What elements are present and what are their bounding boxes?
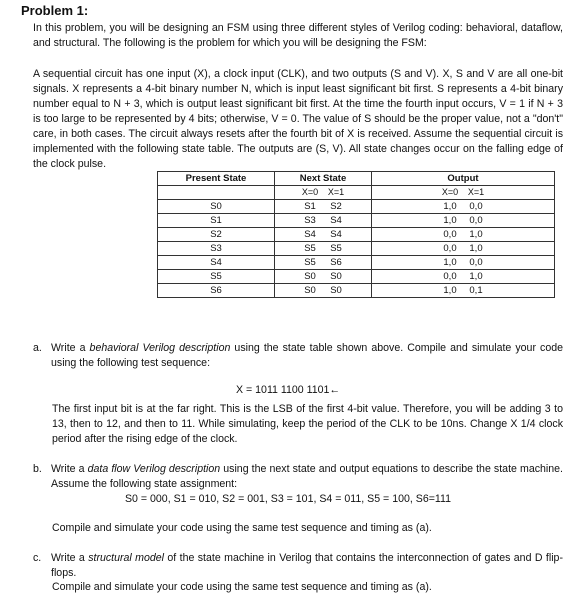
part-a-note: The first input bit is at the far right. This is the LSB of the first 4-bit value. Therefore, you will be adding 3 to 13, then to 12, and then to 11. While simulating, keep the period of the CLK to be 10ns. Change X 1/4 clock period after the rising edge of the clock. xyxy=(52,403,563,445)
part-c-note: Compile and simulate your code using the same test sequence and timing as (a). xyxy=(52,581,432,593)
part-b-marker: b. xyxy=(33,463,42,475)
table-row: S4 S5 S6 1,0 0,0 xyxy=(158,256,555,270)
test-sequence: X = 1011 1100 1101← xyxy=(236,384,340,396)
part-c-marker: c. xyxy=(33,552,42,564)
table-row: S0 S1 S2 1,0 0,0 xyxy=(158,200,555,214)
subheader-blank xyxy=(158,186,275,200)
table-row: S1 S3 S4 1,0 0,0 xyxy=(158,214,555,228)
part-b-note: Compile and simulate your code using the same test sequence and timing as (a). xyxy=(52,522,432,534)
description-paragraph: A sequential circuit has one input (X), a clock input (CLK), and two outputs (S and V). X, S and V are all one-bit signals. X represents a 4-bit binary number N, which is input least significant bit first. S represents a 4-bit binary number equal to N + 3, which is output least significant bit first. At the time the fourth input occurs, V = 1 if N + 3 is too large to be represented by 4 bits; otherwise, V = 0. The value of S should be the proper value, not a "don't" care, in both cases. The circuit always resets after the fourth bit of X is received. Assume the sequential circuit is implemented with the following state table. The outputs are (S, V). All state changes occur on the falling edge of the clock pulse. xyxy=(33,68,563,170)
part-c-text: Write a structural model of the state machine in Verilog that contains the interconnection of gates and D flip-flops. xyxy=(51,552,563,579)
header-next-state: Next State xyxy=(275,172,372,186)
part-a-marker: a. xyxy=(33,342,42,354)
subheader-next: X=0 X=1 xyxy=(275,186,372,200)
header-present-state: Present State xyxy=(158,172,275,186)
header-output: Output xyxy=(372,172,555,186)
table-row: S3 S5 S5 0,0 1,0 xyxy=(158,242,555,256)
table-row: S2 S4 S4 0,0 1,0 xyxy=(158,228,555,242)
part-a-text: Write a behavioral Verilog description using the state table shown above. Compile and simulate your code using the following test sequence: xyxy=(51,342,564,369)
state-assignment: S0 = 000, S1 = 010, S2 = 001, S3 = 101, S4 = 011, S5 = 100, S6=111 xyxy=(124,493,451,505)
subheader-output: X=0 X=1 xyxy=(372,186,555,200)
state-table xyxy=(157,171,555,298)
problem-title: Problem 1: xyxy=(21,3,89,18)
intro-paragraph: In this problem, you will be designing an FSM using three different styles of Verilog coding: behavioral, dataflow, and structural. The following is the problem for which you will be designing the FSM: xyxy=(33,22,563,49)
table-row: S6 S0 S0 1,0 0,1 xyxy=(158,284,555,298)
part-b-text: Write a data flow Verilog description using the next state and output equations to describe the state machine. Assume the following state assignment: xyxy=(51,463,563,490)
table-row: S5 S0 S0 0,0 1,0 xyxy=(158,270,555,284)
